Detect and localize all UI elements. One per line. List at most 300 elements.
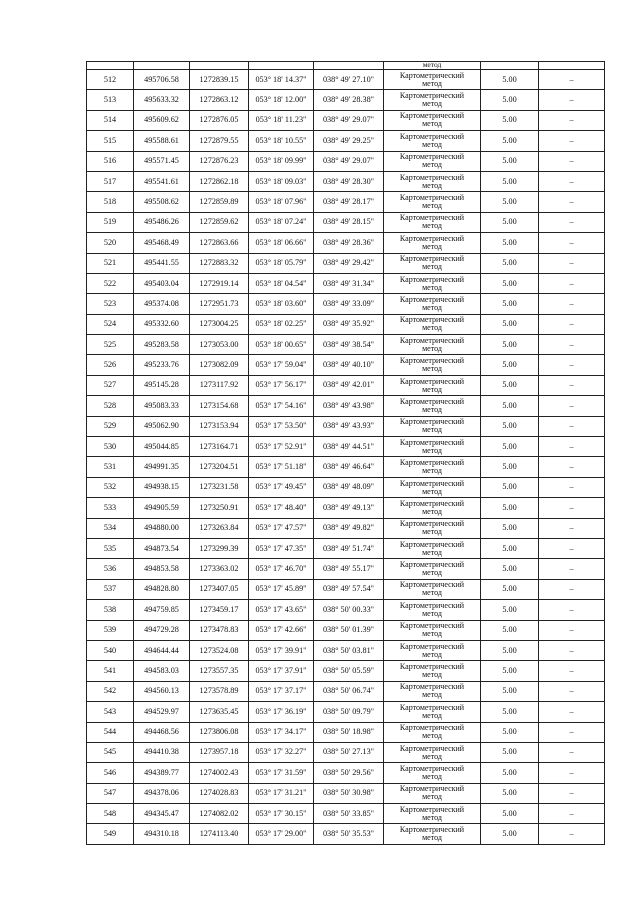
method-line-1: Картометрический xyxy=(399,213,465,223)
table-row xyxy=(87,559,605,579)
method-line-1: Картометрический xyxy=(399,111,465,121)
cell-point-number: 515 xyxy=(87,131,134,151)
method-line-1: Картометрический xyxy=(399,172,465,182)
cell-point-number: 530 xyxy=(87,437,134,457)
cell-point-number: 538 xyxy=(87,600,134,620)
cell-latitude: 053° 18' 09.03" xyxy=(249,171,314,191)
cell-method xyxy=(384,763,481,783)
cell-x: 495508.62 xyxy=(134,192,190,212)
cell-point-number: 546 xyxy=(87,763,134,783)
table-row xyxy=(87,396,605,416)
cell-x: 495633.32 xyxy=(134,90,190,110)
cell-accuracy: 5.00 xyxy=(481,375,539,395)
cell-x: 494991.35 xyxy=(134,457,190,477)
cell-latitude: 053° 17' 54.16" xyxy=(249,396,314,416)
cell-method xyxy=(384,600,481,620)
cell-method xyxy=(384,375,481,395)
method-line-2: метод xyxy=(422,588,442,598)
cell-method xyxy=(384,355,481,375)
method-line-1: Картометрический xyxy=(399,641,465,651)
cell-point-number: 526 xyxy=(87,355,134,375)
method-line-1: Картометрический xyxy=(399,560,465,570)
cell-method xyxy=(384,233,481,253)
cell-latitude: 053° 18' 11.23" xyxy=(249,110,314,130)
cell-latitude: 053° 17' 29.00" xyxy=(249,824,314,844)
method-line-1: Картометрический xyxy=(399,376,465,386)
table-row xyxy=(87,763,605,783)
method-line-1: Картометрический xyxy=(399,458,465,468)
cell-latitude: 053° 17' 53.50" xyxy=(249,416,314,436)
method-line-2: метод xyxy=(422,771,442,781)
cell-longitude: 038° 49' 35.92" xyxy=(314,314,384,334)
method-line-2: метод xyxy=(422,262,442,272)
table-row xyxy=(87,375,605,395)
cell-y: 1273004.25 xyxy=(190,314,249,334)
cell-x: 495062.90 xyxy=(134,416,190,436)
cell-latitude: 053° 17' 51.18" xyxy=(249,457,314,477)
method-line-2: метод xyxy=(422,670,442,680)
cell-x: 495541.61 xyxy=(134,171,190,191)
cell-point-number: 542 xyxy=(87,681,134,701)
method-line-2: метод xyxy=(422,445,442,455)
cell-accuracy: 5.00 xyxy=(481,437,539,457)
table-row xyxy=(87,640,605,660)
cell-accuracy: 5.00 xyxy=(481,742,539,762)
cell-longitude: 038° 49' 42.01" xyxy=(314,375,384,395)
cell-longitude: 038° 50' 30.98" xyxy=(314,783,384,803)
cell-note: – xyxy=(539,620,605,640)
method-line-1: Картометрический xyxy=(399,519,465,529)
table-row xyxy=(87,620,605,640)
cell-point-number: 525 xyxy=(87,335,134,355)
cell-longitude: 038° 49' 28.17" xyxy=(314,192,384,212)
cell-point-number: 536 xyxy=(87,559,134,579)
cell-accuracy: 5.00 xyxy=(481,294,539,314)
cell-accuracy: 5.00 xyxy=(481,477,539,497)
cell-accuracy: 5.00 xyxy=(481,518,539,538)
cell-method xyxy=(384,620,481,640)
cell-method xyxy=(384,661,481,681)
cell-method xyxy=(384,579,481,599)
cell-accuracy: 5.00 xyxy=(481,498,539,518)
cell-x: 494468.56 xyxy=(134,722,190,742)
cell-accuracy: 5.00 xyxy=(481,681,539,701)
cell-note: – xyxy=(539,294,605,314)
cell-point-number: 543 xyxy=(87,702,134,722)
cell-y: 1273459.17 xyxy=(190,600,249,620)
method-line-1: Картометрический xyxy=(399,233,465,243)
cell-latitude: 053° 18' 03.60" xyxy=(249,294,314,314)
table-row xyxy=(87,498,605,518)
method-line-1: Картометрический xyxy=(399,356,465,366)
cell-method xyxy=(384,212,481,232)
cell-note: – xyxy=(539,192,605,212)
cell-longitude: 038° 49' 49.82" xyxy=(314,518,384,538)
cell-method xyxy=(384,640,481,660)
cell-point-number: 522 xyxy=(87,273,134,293)
cell-y: 1272876.05 xyxy=(190,110,249,130)
cell-y: 1272876.23 xyxy=(190,151,249,171)
cell-method xyxy=(384,457,481,477)
cell-method xyxy=(384,538,481,558)
method-line-1: Картометрический xyxy=(399,763,465,773)
method-line-2: метод xyxy=(422,364,442,374)
cell-x: 495609.62 xyxy=(134,110,190,130)
table-row xyxy=(87,681,605,701)
table-row xyxy=(87,171,605,191)
cell-y: 1272879.55 xyxy=(190,131,249,151)
cell-method xyxy=(384,559,481,579)
cell-point-number: 512 xyxy=(87,70,134,90)
cell-longitude: 038° 49' 46.64" xyxy=(314,457,384,477)
cell-point-number: 516 xyxy=(87,151,134,171)
method-line-2: метод xyxy=(422,690,442,700)
cell-note: – xyxy=(539,437,605,457)
table-row xyxy=(87,90,605,110)
cell-y: 1273053.00 xyxy=(190,335,249,355)
cell-method xyxy=(384,416,481,436)
cell-longitude: 038° 49' 28.36" xyxy=(314,233,384,253)
method-line-2: метод xyxy=(422,629,442,639)
cell-longitude: 038° 49' 57.54" xyxy=(314,579,384,599)
cell-note: – xyxy=(539,804,605,824)
cell-accuracy: 5.00 xyxy=(481,253,539,273)
cell-longitude: 038° 50' 29.56" xyxy=(314,763,384,783)
cell-x: 494389.77 xyxy=(134,763,190,783)
cell-note: – xyxy=(539,702,605,722)
cell-point-number: 549 xyxy=(87,824,134,844)
method-line-1: Картометрический xyxy=(399,723,465,733)
cell-longitude: 038° 49' 29.07" xyxy=(314,110,384,130)
cell-latitude: 053° 17' 52.91" xyxy=(249,437,314,457)
cell-x: 494310.18 xyxy=(134,824,190,844)
method-line-2: метод xyxy=(422,649,442,659)
table-row xyxy=(87,437,605,457)
cell-latitude: 053° 18' 10.55" xyxy=(249,131,314,151)
cell-note: – xyxy=(539,640,605,660)
cell-point-number: 531 xyxy=(87,457,134,477)
cell-method xyxy=(384,314,481,334)
cell-y: 1273557.35 xyxy=(190,661,249,681)
cell-accuracy: 5.00 xyxy=(481,171,539,191)
method-line-1: Картометрический xyxy=(399,580,465,590)
cell-method xyxy=(384,396,481,416)
cell-note: – xyxy=(539,233,605,253)
table-row xyxy=(87,702,605,722)
cell-note: – xyxy=(539,375,605,395)
cell-longitude: 038° 49' 29.25" xyxy=(314,131,384,151)
cell-longitude: 038° 49' 51.74" xyxy=(314,538,384,558)
cell-accuracy: 5.00 xyxy=(481,192,539,212)
method-line-1: Картометрический xyxy=(399,804,465,814)
method-line-1: Картометрический xyxy=(399,702,465,712)
table-row xyxy=(87,804,605,824)
table-row xyxy=(87,783,605,803)
cell-x: 495332.60 xyxy=(134,314,190,334)
cell-note: – xyxy=(539,457,605,477)
cell-accuracy: 5.00 xyxy=(481,233,539,253)
cell-accuracy: 5.00 xyxy=(481,314,539,334)
cell-x: 495083.33 xyxy=(134,396,190,416)
cell-longitude: 038° 49' 49.13" xyxy=(314,498,384,518)
table-row xyxy=(87,314,605,334)
cell-longitude: 038° 49' 40.10" xyxy=(314,355,384,375)
cell-method xyxy=(384,70,481,90)
cell-accuracy: 5.00 xyxy=(481,335,539,355)
method-line-2: метод xyxy=(422,404,442,414)
cell-note: – xyxy=(539,824,605,844)
method-line-1: Картометрический xyxy=(399,70,465,80)
table-row xyxy=(87,273,605,293)
cell-latitude: 053° 17' 42.66" xyxy=(249,620,314,640)
method-line-1: Картометрический xyxy=(399,682,465,692)
cell-x: 495441.55 xyxy=(134,253,190,273)
cell-longitude: 038° 50' 27.13" xyxy=(314,742,384,762)
cell-point-number: 540 xyxy=(87,640,134,660)
cell-accuracy: 5.00 xyxy=(481,355,539,375)
cell-y: 1272883.32 xyxy=(190,253,249,273)
cell-latitude: 053° 17' 49.45" xyxy=(249,477,314,497)
cell-y: 1273154.68 xyxy=(190,396,249,416)
cell-y: 1273407.05 xyxy=(190,579,249,599)
cell-point-number: 537 xyxy=(87,579,134,599)
table-row xyxy=(87,253,605,273)
cell-longitude: 038° 49' 55.17" xyxy=(314,559,384,579)
cell-accuracy xyxy=(481,62,539,70)
method-line-1: Картометрический xyxy=(399,600,465,610)
cell-latitude: 053° 18' 05.79" xyxy=(249,253,314,273)
table-row xyxy=(87,151,605,171)
cell-point-number: 513 xyxy=(87,90,134,110)
cell-point-number: 521 xyxy=(87,253,134,273)
method-line-2: метод xyxy=(422,323,442,333)
cell-method xyxy=(384,273,481,293)
cell-point-number: 523 xyxy=(87,294,134,314)
cell-note: – xyxy=(539,110,605,130)
method-line-1: Картометрический xyxy=(399,417,465,427)
cell-latitude xyxy=(249,62,314,70)
method-line-2: метод xyxy=(422,180,442,190)
table-row xyxy=(87,600,605,620)
cell-latitude: 053° 17' 39.91" xyxy=(249,640,314,660)
cell-method xyxy=(384,722,481,742)
cell-accuracy: 5.00 xyxy=(481,131,539,151)
table-row xyxy=(87,131,605,151)
cell-x xyxy=(134,62,190,70)
method-line-1: Картометрический xyxy=(399,478,465,488)
cell-x: 495706.58 xyxy=(134,70,190,90)
cell-y: 1273250.91 xyxy=(190,498,249,518)
cell-accuracy: 5.00 xyxy=(481,640,539,660)
method-line-1: Картометрический xyxy=(399,131,465,141)
cell-note: – xyxy=(539,763,605,783)
cell-method xyxy=(384,294,481,314)
cell-accuracy: 5.00 xyxy=(481,151,539,171)
cell-y: 1272859.62 xyxy=(190,212,249,232)
cell-y: 1273204.51 xyxy=(190,457,249,477)
coordinates-table xyxy=(86,61,605,845)
cell-longitude: 038° 49' 29.07" xyxy=(314,151,384,171)
cell-latitude: 053° 17' 43.65" xyxy=(249,600,314,620)
cell-accuracy: 5.00 xyxy=(481,722,539,742)
table-body xyxy=(87,62,605,845)
cell-x: 495145.28 xyxy=(134,375,190,395)
cell-x: 494873.54 xyxy=(134,538,190,558)
cell-y: 1273806.08 xyxy=(190,722,249,742)
table-row xyxy=(87,457,605,477)
method-line-1: Картометрический xyxy=(399,743,465,753)
method-line-1: Картометрический xyxy=(399,193,465,203)
cell-accuracy: 5.00 xyxy=(481,538,539,558)
method-line-1: Картометрический xyxy=(399,784,465,794)
method-line-1: Картометрический xyxy=(399,274,465,284)
cell-x: 494880.00 xyxy=(134,518,190,538)
cell-latitude: 053° 17' 48.40" xyxy=(249,498,314,518)
cell-longitude: 038° 50' 06.74" xyxy=(314,681,384,701)
cell-method xyxy=(384,110,481,130)
cell-x: 494410.38 xyxy=(134,742,190,762)
cell-latitude: 053° 17' 37.91" xyxy=(249,661,314,681)
cell-y: 1272863.66 xyxy=(190,233,249,253)
cell-x: 495571.45 xyxy=(134,151,190,171)
cell-longitude: 038° 49' 29.42" xyxy=(314,253,384,273)
cell-method xyxy=(384,192,481,212)
cell-accuracy: 5.00 xyxy=(481,396,539,416)
table-row xyxy=(87,294,605,314)
method-line-2: метод xyxy=(422,792,442,802)
table-row xyxy=(87,661,605,681)
cell-method xyxy=(384,681,481,701)
method-line-2: метод xyxy=(422,343,442,353)
table-row xyxy=(87,824,605,844)
cell-method xyxy=(384,824,481,844)
cell-accuracy: 5.00 xyxy=(481,579,539,599)
cell-note: – xyxy=(539,335,605,355)
cell-latitude: 053° 17' 47.35" xyxy=(249,538,314,558)
method-line-1: Картометрический xyxy=(399,335,465,345)
method-line-2: метод xyxy=(422,384,442,394)
cell-latitude: 053° 18' 07.96" xyxy=(249,192,314,212)
cell-point-number: 533 xyxy=(87,498,134,518)
method-line-1: Картометрический xyxy=(399,294,465,304)
cell-note: – xyxy=(539,600,605,620)
method-line-2: метод xyxy=(422,99,442,109)
cell-latitude: 053° 17' 30.15" xyxy=(249,804,314,824)
cell-longitude: 038° 50' 03.81" xyxy=(314,640,384,660)
cell-method xyxy=(384,518,481,538)
cell-note: – xyxy=(539,559,605,579)
table-row xyxy=(87,335,605,355)
cell-note: – xyxy=(539,131,605,151)
cell-x: 494938.15 xyxy=(134,477,190,497)
cell-y: 1272951.73 xyxy=(190,294,249,314)
cell-x: 495233.76 xyxy=(134,355,190,375)
cell-y: 1272839.15 xyxy=(190,70,249,90)
table-row xyxy=(87,70,605,90)
method-text: метод xyxy=(422,61,442,69)
method-line-2: метод xyxy=(422,731,442,741)
cell-x: 495403.04 xyxy=(134,273,190,293)
cell-latitude: 053° 17' 34.17" xyxy=(249,722,314,742)
table-row xyxy=(87,416,605,436)
cell-latitude: 053° 18' 04.54" xyxy=(249,273,314,293)
cell-longitude: 038° 50' 18.98" xyxy=(314,722,384,742)
cell-note: – xyxy=(539,477,605,497)
cell-point-number: 535 xyxy=(87,538,134,558)
cell-note: – xyxy=(539,416,605,436)
cell-note: – xyxy=(539,538,605,558)
cell-accuracy: 5.00 xyxy=(481,763,539,783)
method-line-2: метод xyxy=(422,486,442,496)
cell-method xyxy=(384,437,481,457)
method-line-2: метод xyxy=(422,221,442,231)
cell-latitude: 053° 17' 47.57" xyxy=(249,518,314,538)
cell-method xyxy=(384,804,481,824)
cell-method xyxy=(384,253,481,273)
cell-y: 1272862.18 xyxy=(190,171,249,191)
cell-note: – xyxy=(539,171,605,191)
cell-note: – xyxy=(539,498,605,518)
cell-point-number: 529 xyxy=(87,416,134,436)
cell-y: 1273478.83 xyxy=(190,620,249,640)
cell-latitude: 053° 17' 59.04" xyxy=(249,355,314,375)
cell-point-number: 518 xyxy=(87,192,134,212)
cell-accuracy: 5.00 xyxy=(481,600,539,620)
cell-point-number: 532 xyxy=(87,477,134,497)
cell-method xyxy=(384,702,481,722)
method-line-1: Картометрический xyxy=(399,315,465,325)
method-line-1: Картометрический xyxy=(399,662,465,672)
cell-longitude: 038° 49' 28.30" xyxy=(314,171,384,191)
cell-longitude: 038° 50' 00.33" xyxy=(314,600,384,620)
cell-longitude: 038° 49' 44.51" xyxy=(314,437,384,457)
cell-accuracy: 5.00 xyxy=(481,559,539,579)
cell-x: 494853.58 xyxy=(134,559,190,579)
cell-y: 1272919.14 xyxy=(190,273,249,293)
cell-y xyxy=(190,62,249,70)
method-line-1: Картометрический xyxy=(399,152,465,162)
method-line-2: метод xyxy=(422,568,442,578)
method-line-2: метод xyxy=(422,160,442,170)
method-line-2: метод xyxy=(422,710,442,720)
continued-row xyxy=(87,62,605,70)
cell-latitude: 053° 18' 12.00" xyxy=(249,90,314,110)
cell-longitude: 038° 50' 35.53" xyxy=(314,824,384,844)
cell-note: – xyxy=(539,681,605,701)
method-line-1: Картометрический xyxy=(399,254,465,264)
cell-longitude: 038° 49' 31.34" xyxy=(314,273,384,293)
cell-method xyxy=(384,742,481,762)
method-line-1: Картометрический xyxy=(399,498,465,508)
cell-accuracy: 5.00 xyxy=(481,273,539,293)
cell-y: 1274082.02 xyxy=(190,804,249,824)
cell-accuracy: 5.00 xyxy=(481,783,539,803)
method-line-1: Картометрический xyxy=(399,621,465,631)
cell-note: – xyxy=(539,273,605,293)
cell-y: 1273263.84 xyxy=(190,518,249,538)
cell-point-number: 534 xyxy=(87,518,134,538)
cell-point-number: 548 xyxy=(87,804,134,824)
cell-longitude: 038° 49' 43.93" xyxy=(314,416,384,436)
cell-x: 495283.58 xyxy=(134,335,190,355)
cell-longitude: 038° 49' 28.38" xyxy=(314,90,384,110)
cell-note: – xyxy=(539,396,605,416)
method-line-2: метод xyxy=(422,547,442,557)
cell-note: – xyxy=(539,579,605,599)
cell-latitude: 053° 17' 56.17" xyxy=(249,375,314,395)
cell-accuracy: 5.00 xyxy=(481,661,539,681)
cell-method xyxy=(384,335,481,355)
